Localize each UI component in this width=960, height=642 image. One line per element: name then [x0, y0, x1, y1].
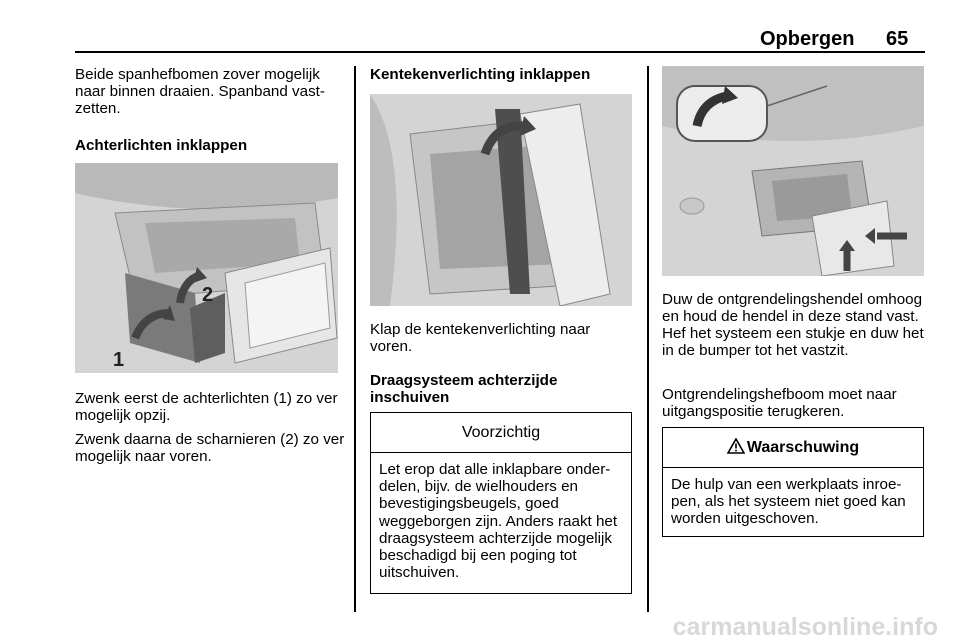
taillights-illustration	[75, 163, 338, 373]
page-title: Opbergen	[760, 28, 855, 50]
header-rule	[75, 51, 925, 53]
section-heading-carrier	[370, 372, 632, 406]
caution-title: Voorzichtig	[371, 413, 631, 453]
warning-header	[663, 428, 923, 468]
warning-title: Waarschuwing	[746, 439, 860, 456]
caution-body: Let erop dat alle inklapbare onder-delen, bijv. de wielhouders en bevestigingsbeugels, goed weggeborgen zijn. Anders raakt het draagsysteem achterzijde mogelijk beschadigd bij een poging tot uitschuiven.	[379, 461, 618, 582]
column-divider-1	[354, 66, 356, 612]
column-divider-2	[647, 66, 649, 612]
plate-light-illustration	[370, 94, 632, 306]
callout-2: 2	[202, 284, 214, 306]
caution-box	[370, 412, 632, 594]
section-heading-carrier-line-1: Draagsysteem achterzijde	[370, 372, 558, 389]
warning-triangle-icon	[727, 430, 745, 470]
watermark: carmanualsonline.info	[550, 612, 960, 642]
page-number: 65	[886, 28, 909, 50]
intro-paragraph: Beide spanhefbomen zover mogelijk naar binnen draaien. Spanband vast-zetten.	[75, 66, 325, 117]
section-heading-plate-light: Kentekenverlichting inklappen	[370, 66, 591, 83]
section-heading-carrier-line-2: inschuiven	[370, 389, 450, 406]
release-lever-note: Ontgrendelingshefboom moet naar uitgangspositie terugkeren.	[662, 386, 897, 420]
callout-1: 1	[113, 349, 125, 371]
section-heading-taillights: Achterlichten inklappen	[75, 137, 248, 154]
warning-box	[662, 427, 924, 537]
insert-instruction: Duw de ontgrendelingshendel omhoog en houd de hendel in deze stand vast. Hef het systeem een stukje en duw het in de bumper tot het vastzit.	[662, 291, 924, 359]
plate-light-instruction: Klap de kentekenverlichting naar voren.	[370, 321, 591, 355]
warning-body: De hulp van een werkplaats inroe-pen, als het systeem niet goed kan worden uitgeschoven.	[671, 476, 906, 528]
taillights-step-2: Zwenk daarna de scharnieren (2) zo ver mogelijk naar voren.	[75, 431, 345, 465]
taillights-step-1: Zwenk eerst de achterlichten (1) zo ver mogelijk opzij.	[75, 390, 338, 424]
carrier-insert-illustration	[662, 66, 924, 276]
